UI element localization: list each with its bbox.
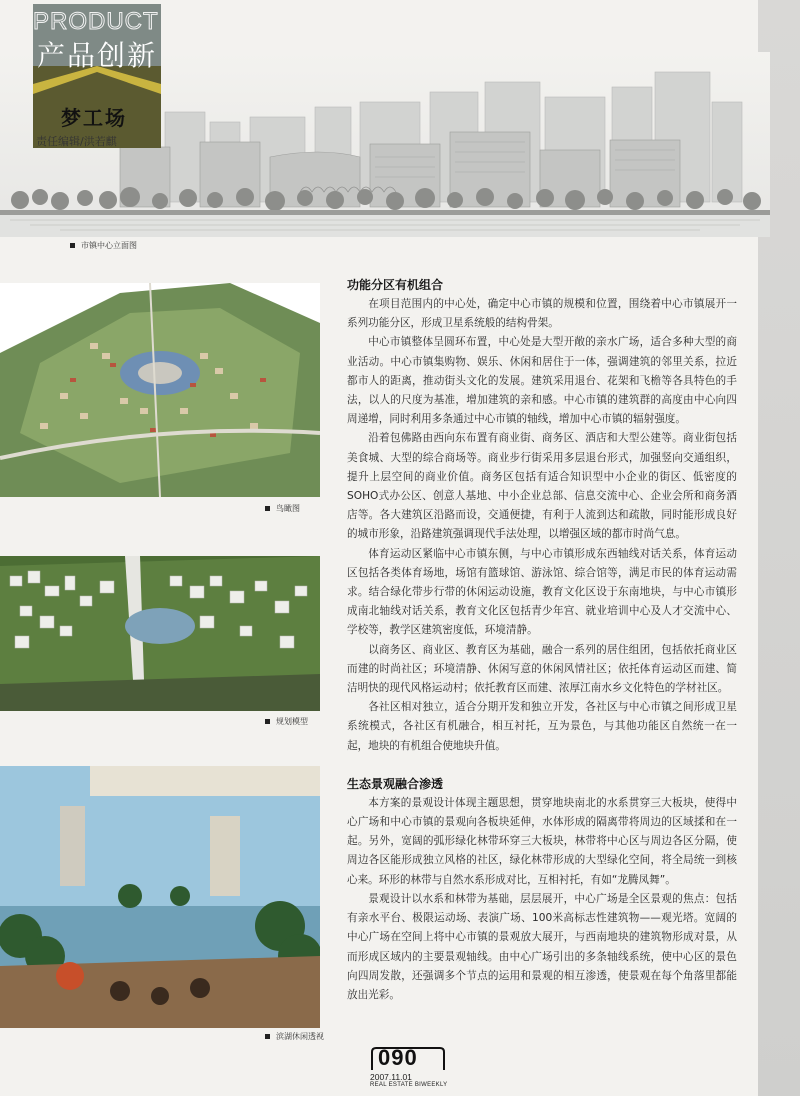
lakeside-perspective-image [0, 766, 320, 1028]
lakeside-caption-text: 滨湖休闲透视 [276, 1032, 324, 1041]
caption-bullet [265, 1034, 270, 1039]
header-chinese-title: 产品创新 [37, 39, 158, 72]
article-body [347, 276, 737, 1005]
column-name: 梦工场 [61, 106, 127, 130]
header-english-title: PRODUCT [33, 8, 159, 35]
caption-bullet [70, 243, 75, 248]
section1-paragraph: 沿着包佛路由西向东布置有商业街、商务区、酒店和大型公建等。商业街包括美食城、大型的综合商场等。商业步行街采用多层退台形式，加强竖向交通组织，提升上层空间的商业价值。商务区包括有适合知识型中小企业的街区、低密度的SOHO式办公区、创意人基地、中小企业总部、信息交流中心、企业会所和商务酒店等。各大建筑区沿路而设，交通便捷，有利于人流到达和疏散，同时能形成良好的城市形象，沿路建筑强调现代手法处理，以增强区域的都市时尚气息。 [347, 432, 737, 541]
page-number: 090 [378, 1045, 418, 1070]
lakeside-caption [265, 1031, 324, 1042]
section1-title: 功能分区有机组合 [347, 278, 444, 292]
aerial-view-image [0, 283, 320, 497]
model-caption-text: 规划模型 [276, 717, 308, 726]
section2-title: 生态景观融合渗透 [347, 776, 444, 791]
aerial-caption-text: 鸟瞰图 [276, 504, 300, 513]
magazine-name: REAL ESTATE BIWEEKLY [370, 1082, 448, 1088]
model-caption [265, 716, 308, 727]
caption-bullet [265, 719, 270, 724]
skyline-caption [70, 240, 137, 251]
section2-paragraph: 本方案的景观设计体现主题思想，贯穿地块南北的水系贯穿三大板块，使得中心广场和中心市镇的景观向各板块延伸，水体形成的隔离带将周边的区域揉和在一起。另外，宽阔的弧形绿化林带环穿三大板块，林带将中心区与周边各区分隔，使周边各区能形成独立风格的社区，绿化林带形成的大型绿化空间，将全局统一到核心来。环形的林带与自然水系形成对比，互相衬托，有如“龙腾凤舞”。 [347, 796, 737, 886]
issue-date: 2007.11.01 [370, 1072, 412, 1082]
section1-paragraph: 体育运动区紧临中心市镇东侧，与中心市镇形成东西轴线对话关系，体育运动区包括各类体育场地，场馆有篮球馆、游泳馆、综合馆等，满足市民的体育运动需求。结合绿化带步行带的休闲运动设施，教育文化区设于东南地块，与中心市镇形成南北轴线对话关系，教育文化区包括青少年宫、就业培训中心及人才交流中心、学校等，教学区建筑密度低，环境清静。 [347, 547, 737, 637]
planning-model-image [0, 556, 320, 711]
skyline-caption-text: 市镇中心立面图 [81, 241, 137, 250]
aerial-caption [265, 503, 300, 514]
section1-paragraph: 中心市镇整体呈圆环布置，中心处是大型开敞的亲水广场，适合多种大型的商业活动。中心市镇集购物、娱乐、休闲和居住于一体，强调建筑的邻里关系，拉近都市人的距离，推动街头文化的发展。建筑采用退台、花架和飞檐等各具特色的手法，以人的尺度为基准，增加建筑的亲和感。中心市镇的建筑群的高度由中心向四周递增，同时利用多条通过中心市镇的轴线，增加中心市镇的辐射强度。 [347, 336, 737, 426]
section1-paragraph: 以商务区、商业区、教育区为基础，融合一系列的居住组团，包括依托商业区而建的时尚社区；环境清静、休闲写意的休闲风情社区；依托体育运动区而建、简洁明快的现代风格运动村；依托教育区而建、浓厚江南水乡文化特色的学材社区。 [347, 643, 737, 695]
editor-credit: 责任编辑/洪若麒 [36, 135, 117, 148]
page-number-box [370, 1046, 446, 1072]
caption-bullet [265, 506, 270, 511]
column-header [33, 4, 161, 144]
section1-paragraph: 各社区相对独立，适合分期开发和独立开发，各社区与中心市镇之间形成卫星系统模式，各社区有机融合，相互衬托，互为景色，与其他功能区自然统一在一起，地块的有机组合使地块升值。 [347, 701, 737, 752]
section1-paragraph: 在项目范围内的中心处，确定中心市镇的规模和位置，围绕着中心市镇展开一系列功能分区，形成卫星系统般的结构骨架。 [347, 298, 737, 330]
section2-paragraph: 景观设计以水系和林带为基础，层层展开，中心广场是全区景观的焦点：包括有亲水平台、极限运动场、表演广场、100米高标志性建筑物——观光塔。宽阔的中心广场在空间上将中心市镇的景观放大展开，与西南地块的建筑物形成对景，从而形成区域内的主要景观轴线。由中心广场引出的多条轴线系统，使中心区的景色向四周发散，还强调多个节点的运用和景观的相互渗透，使景观在每个角落里都能放出光彩。 [347, 892, 737, 1001]
